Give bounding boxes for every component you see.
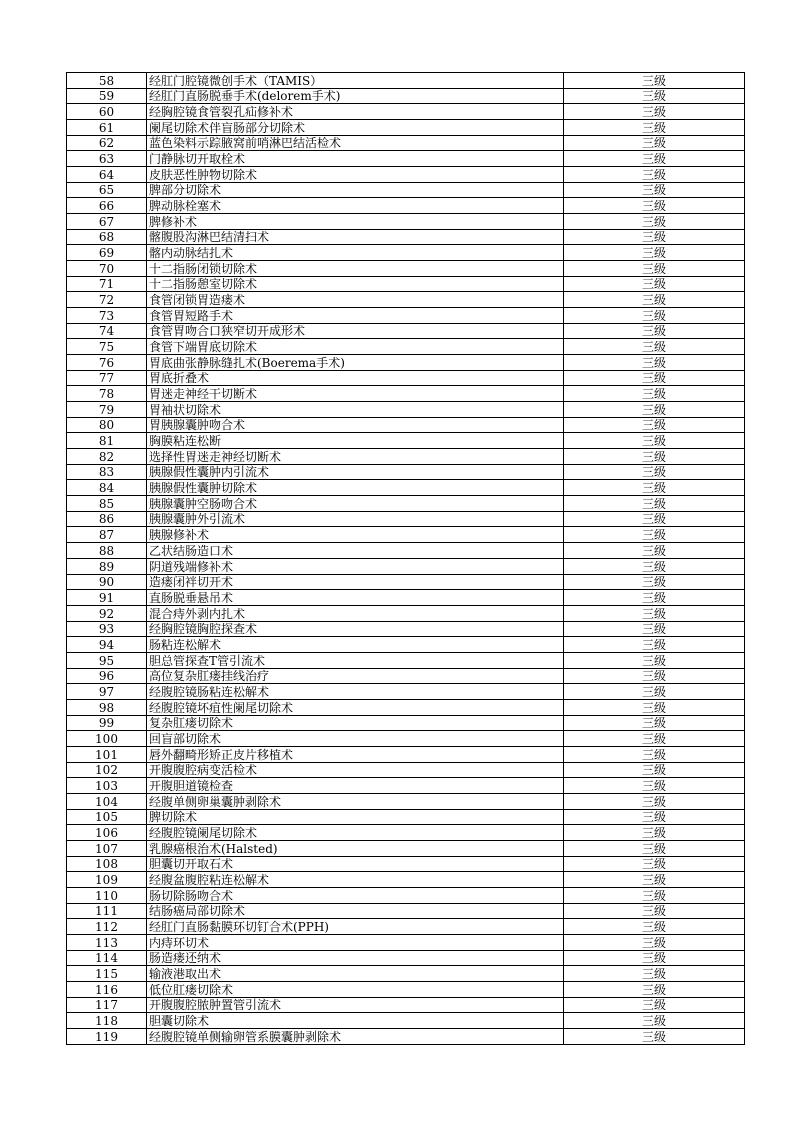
table-row	[67, 934, 745, 950]
row-number-cell: 93	[67, 621, 147, 637]
procedure-name-cell: 胰腺假性囊肿内引流术	[147, 464, 564, 480]
row-number-cell: 85	[67, 496, 147, 512]
procedure-name-cell: 结肠癌局部切除术	[147, 903, 564, 919]
table-row	[67, 167, 745, 183]
surgery-level-cell: 三级	[564, 731, 745, 747]
row-number-cell: 65	[67, 182, 147, 198]
procedure-name-cell: 脾部分切除术	[147, 182, 564, 198]
procedure-name-cell: 食管下端胃底切除术	[147, 339, 564, 355]
surgery-level-cell: 三级	[564, 840, 745, 856]
row-number-cell: 102	[67, 762, 147, 778]
procedure-name-cell: 胸膜粘连松断	[147, 433, 564, 449]
table-row	[67, 527, 745, 543]
table-row	[67, 966, 745, 982]
surgery-level-cell: 三级	[564, 355, 745, 371]
procedure-name-cell: 经胸腔镜食管裂孔疝修补术	[147, 104, 564, 120]
procedure-name-cell: 胰腺假性囊肿切除术	[147, 480, 564, 496]
procedure-name-cell: 经腹腔镜坏疽性阑尾切除术	[147, 699, 564, 715]
row-number-cell: 74	[67, 323, 147, 339]
row-number-cell: 83	[67, 464, 147, 480]
surgery-level-cell: 三级	[564, 793, 745, 809]
table-row	[67, 997, 745, 1013]
table-row	[67, 872, 745, 888]
row-number-cell: 80	[67, 417, 147, 433]
surgery-level-cell: 三级	[564, 825, 745, 841]
surgery-level-cell: 三级	[564, 590, 745, 606]
row-number-cell: 59	[67, 88, 147, 104]
table-row	[67, 402, 745, 418]
procedure-name-cell: 胰腺囊肿外引流术	[147, 511, 564, 527]
procedure-name-cell: 复杂肛瘘切除术	[147, 715, 564, 731]
procedure-name-cell: 食管闭锁胃造瘘术	[147, 292, 564, 308]
procedure-name-cell: 经腹单侧卵巢囊肿剥除术	[147, 793, 564, 809]
surgery-table-sheet	[66, 72, 677, 1045]
row-number-cell: 111	[67, 903, 147, 919]
surgery-level-cell: 三级	[564, 652, 745, 668]
surgery-level-cell: 三级	[564, 903, 745, 919]
surgery-level-cell: 三级	[564, 574, 745, 590]
procedure-name-cell: 乙状结肠造口术	[147, 543, 564, 559]
surgery-level-cell: 三级	[564, 699, 745, 715]
procedure-name-cell: 造瘘闭袢切开术	[147, 574, 564, 590]
table-row	[67, 793, 745, 809]
row-number-cell: 62	[67, 135, 147, 151]
table-row	[67, 746, 745, 762]
row-number-cell: 117	[67, 997, 147, 1013]
procedure-name-cell: 脾切除术	[147, 809, 564, 825]
surgery-level-cell: 三级	[564, 120, 745, 136]
row-number-cell: 106	[67, 825, 147, 841]
procedure-name-cell: 脾修补术	[147, 214, 564, 230]
procedure-name-cell: 经胸腔镜胸腔探查术	[147, 621, 564, 637]
surgery-level-cell: 三级	[564, 1013, 745, 1029]
procedure-name-cell: 输液港取出术	[147, 966, 564, 982]
table-row	[67, 386, 745, 402]
row-number-cell: 58	[67, 73, 147, 89]
procedure-name-cell: 肠粘连松解术	[147, 637, 564, 653]
row-number-cell: 96	[67, 668, 147, 684]
row-number-cell: 92	[67, 605, 147, 621]
row-number-cell: 79	[67, 402, 147, 418]
procedure-name-cell: 开腹腹腔脓肿置管引流术	[147, 997, 564, 1013]
row-number-cell: 99	[67, 715, 147, 731]
table-row	[67, 621, 745, 637]
surgery-level-cell: 三级	[564, 198, 745, 214]
table-row	[67, 778, 745, 794]
surgery-level-cell: 三级	[564, 292, 745, 308]
row-number-cell: 68	[67, 229, 147, 245]
row-number-cell: 87	[67, 527, 147, 543]
procedure-name-cell: 经肛门腔镜微创手术（TAMIS）	[147, 73, 564, 89]
table-row	[67, 261, 745, 277]
surgery-level-cell: 三级	[564, 370, 745, 386]
surgery-level-cell: 三级	[564, 402, 745, 418]
row-number-cell: 119	[67, 1028, 147, 1044]
row-number-cell: 90	[67, 574, 147, 590]
surgery-level-cell: 三级	[564, 339, 745, 355]
table-row	[67, 355, 745, 371]
surgery-level-cell: 三级	[564, 872, 745, 888]
surgery-level-cell: 三级	[564, 684, 745, 700]
surgery-level-cell: 三级	[564, 104, 745, 120]
surgery-level-cell: 三级	[564, 746, 745, 762]
row-number-cell: 105	[67, 809, 147, 825]
surgery-level-cell: 三级	[564, 919, 745, 935]
table-row	[67, 903, 745, 919]
table-row	[67, 214, 745, 230]
procedure-name-cell: 肠切除肠吻合术	[147, 887, 564, 903]
table-row	[67, 323, 745, 339]
procedure-name-cell: 选择性胃迷走神经切断术	[147, 449, 564, 465]
table-row	[67, 919, 745, 935]
surgery-level-cell: 三级	[564, 214, 745, 230]
procedure-name-cell: 开腹胆道镜检查	[147, 778, 564, 794]
surgery-level-cell: 三级	[564, 449, 745, 465]
procedure-name-cell: 皮肤恶性肿物切除术	[147, 167, 564, 183]
row-number-cell: 107	[67, 840, 147, 856]
table-row	[67, 135, 745, 151]
procedure-name-cell: 混合痔外剥内扎术	[147, 605, 564, 621]
table-row	[67, 731, 745, 747]
table-row	[67, 433, 745, 449]
surgery-level-cell: 三级	[564, 668, 745, 684]
row-number-cell: 112	[67, 919, 147, 935]
row-number-cell: 118	[67, 1013, 147, 1029]
table-row	[67, 104, 745, 120]
table-row	[67, 496, 745, 512]
surgery-level-cell: 三级	[564, 511, 745, 527]
row-number-cell: 66	[67, 198, 147, 214]
row-number-cell: 78	[67, 386, 147, 402]
row-number-cell: 91	[67, 590, 147, 606]
procedure-name-cell: 经肛门直肠黏膜环切钉合术(PPH)	[147, 919, 564, 935]
surgery-level-cell: 三级	[564, 229, 745, 245]
surgery-level-cell: 三级	[564, 637, 745, 653]
row-number-cell: 98	[67, 699, 147, 715]
surgery-level-cell: 三级	[564, 433, 745, 449]
surgery-level-cell: 三级	[564, 778, 745, 794]
row-number-cell: 75	[67, 339, 147, 355]
surgery-level-cell: 三级	[564, 151, 745, 167]
table-row	[67, 480, 745, 496]
procedure-name-cell: 胰腺囊肿空肠吻合术	[147, 496, 564, 512]
surgery-level-cell: 三级	[564, 997, 745, 1013]
procedure-name-cell: 内痔环切术	[147, 934, 564, 950]
row-number-cell: 77	[67, 370, 147, 386]
table-row	[67, 605, 745, 621]
row-number-cell: 113	[67, 934, 147, 950]
table-row	[67, 840, 745, 856]
procedure-name-cell: 髂腹股沟淋巴结清扫术	[147, 229, 564, 245]
table-row	[67, 511, 745, 527]
table-row	[67, 715, 745, 731]
surgery-level-cell: 三级	[564, 981, 745, 997]
table-row	[67, 73, 745, 89]
procedure-name-cell: 胃底折叠术	[147, 370, 564, 386]
row-number-cell: 60	[67, 104, 147, 120]
table-row	[67, 292, 745, 308]
row-number-cell: 72	[67, 292, 147, 308]
surgery-level-cell: 三级	[564, 887, 745, 903]
row-number-cell: 94	[67, 637, 147, 653]
procedure-name-cell: 十二指肠闭锁切除术	[147, 261, 564, 277]
surgery-level-cell: 三级	[564, 527, 745, 543]
table-row	[67, 339, 745, 355]
table-row	[67, 887, 745, 903]
table-row	[67, 856, 745, 872]
table-row	[67, 981, 745, 997]
table-row	[67, 637, 745, 653]
surgery-level-cell: 三级	[564, 762, 745, 778]
surgery-level-cell: 三级	[564, 950, 745, 966]
row-number-cell: 63	[67, 151, 147, 167]
procedure-name-cell: 唇外翻畸形矫正皮片移植术	[147, 746, 564, 762]
table-body	[67, 73, 745, 1045]
surgery-level-cell: 三级	[564, 261, 745, 277]
surgery-level-cell: 三级	[564, 386, 745, 402]
procedure-name-cell: 阑尾切除术伴盲肠部分切除术	[147, 120, 564, 136]
surgery-level-cell: 三级	[564, 558, 745, 574]
procedure-name-cell: 直肠脱垂悬吊术	[147, 590, 564, 606]
table-row	[67, 652, 745, 668]
procedure-name-cell: 胰腺修补术	[147, 527, 564, 543]
procedure-name-cell: 脾动脉栓塞术	[147, 198, 564, 214]
procedure-name-cell: 经腹腔镜阑尾切除术	[147, 825, 564, 841]
procedure-name-cell: 食管胃短路手术	[147, 308, 564, 324]
procedure-name-cell: 胃迷走神经干切断术	[147, 386, 564, 402]
table-row	[67, 1028, 745, 1044]
row-number-cell: 109	[67, 872, 147, 888]
surgery-level-cell: 三级	[564, 480, 745, 496]
row-number-cell: 100	[67, 731, 147, 747]
table-row	[67, 182, 745, 198]
row-number-cell: 89	[67, 558, 147, 574]
table-row	[67, 120, 745, 136]
surgery-level-cell: 三级	[564, 323, 745, 339]
row-number-cell: 86	[67, 511, 147, 527]
table-row	[67, 229, 745, 245]
surgery-level-cell: 三级	[564, 135, 745, 151]
procedure-name-cell: 开腹腹腔病变活检术	[147, 762, 564, 778]
procedure-name-cell: 低位肛瘘切除术	[147, 981, 564, 997]
row-number-cell: 73	[67, 308, 147, 324]
procedure-name-cell: 胆囊切除术	[147, 1013, 564, 1029]
row-number-cell: 84	[67, 480, 147, 496]
row-number-cell: 70	[67, 261, 147, 277]
table-row	[67, 449, 745, 465]
surgery-level-cell: 三级	[564, 621, 745, 637]
procedure-name-cell: 髂内动脉结扎术	[147, 245, 564, 261]
procedure-name-cell: 肠造瘘还纳术	[147, 950, 564, 966]
surgery-level-cell: 三级	[564, 543, 745, 559]
table-row	[67, 308, 745, 324]
table-row	[67, 464, 745, 480]
procedure-name-cell: 阴道残端修补术	[147, 558, 564, 574]
table-row	[67, 590, 745, 606]
procedure-name-cell: 门静脉切开取栓术	[147, 151, 564, 167]
table-row	[67, 88, 745, 104]
row-number-cell: 116	[67, 981, 147, 997]
surgery-level-cell: 三级	[564, 167, 745, 183]
row-number-cell: 64	[67, 167, 147, 183]
procedure-name-cell: 胆总管探查T管引流术	[147, 652, 564, 668]
table-row	[67, 245, 745, 261]
surgery-level-cell: 三级	[564, 934, 745, 950]
table-row	[67, 1013, 745, 1029]
procedure-name-cell: 食管胃吻合口狭窄切开成形术	[147, 323, 564, 339]
row-number-cell: 69	[67, 245, 147, 261]
surgery-level-cell: 三级	[564, 308, 745, 324]
table-row	[67, 543, 745, 559]
procedure-name-cell: 胃袖状切除术	[147, 402, 564, 418]
surgery-level-cell: 三级	[564, 856, 745, 872]
procedure-name-cell: 胃胰腺囊肿吻合术	[147, 417, 564, 433]
surgery-level-cell: 三级	[564, 464, 745, 480]
row-number-cell: 71	[67, 276, 147, 292]
surgery-level-cell: 三级	[564, 496, 745, 512]
procedure-name-cell: 胃底曲张静脉缝扎术(Boerema手术)	[147, 355, 564, 371]
table-row	[67, 668, 745, 684]
surgery-level-cell: 三级	[564, 276, 745, 292]
table-row	[67, 558, 745, 574]
surgery-level-cell: 三级	[564, 1028, 745, 1044]
table-row	[67, 276, 745, 292]
surgery-level-cell: 三级	[564, 417, 745, 433]
table-row	[67, 370, 745, 386]
table-row	[67, 825, 745, 841]
table-row	[67, 198, 745, 214]
procedure-name-cell: 经腹盆腹腔粘连松解术	[147, 872, 564, 888]
row-number-cell: 114	[67, 950, 147, 966]
surgery-level-cell: 三级	[564, 605, 745, 621]
row-number-cell: 103	[67, 778, 147, 794]
table-row	[67, 762, 745, 778]
row-number-cell: 110	[67, 887, 147, 903]
table-row	[67, 417, 745, 433]
table-row	[67, 574, 745, 590]
procedure-name-cell: 蓝色染料示踪腋窝前哨淋巴结活检术	[147, 135, 564, 151]
procedure-name-cell: 高位复杂肛瘘挂线治疗	[147, 668, 564, 684]
procedure-name-cell: 胆囊切开取石术	[147, 856, 564, 872]
surgery-level-cell: 三级	[564, 182, 745, 198]
row-number-cell: 101	[67, 746, 147, 762]
table-row	[67, 809, 745, 825]
row-number-cell: 95	[67, 652, 147, 668]
surgery-level-cell: 三级	[564, 88, 745, 104]
surgery-level-cell: 三级	[564, 245, 745, 261]
surgery-level-cell: 三级	[564, 73, 745, 89]
table-row	[67, 950, 745, 966]
row-number-cell: 88	[67, 543, 147, 559]
surgery-level-cell: 三级	[564, 966, 745, 982]
row-number-cell: 115	[67, 966, 147, 982]
row-number-cell: 97	[67, 684, 147, 700]
table-row	[67, 684, 745, 700]
row-number-cell: 81	[67, 433, 147, 449]
row-number-cell: 104	[67, 793, 147, 809]
row-number-cell: 76	[67, 355, 147, 371]
row-number-cell: 108	[67, 856, 147, 872]
procedure-name-cell: 经肛门直肠脱垂手术(delorem手术)	[147, 88, 564, 104]
surgery-level-cell: 三级	[564, 809, 745, 825]
row-number-cell: 82	[67, 449, 147, 465]
procedure-name-cell: 十二指肠憩室切除术	[147, 276, 564, 292]
surgery-level-cell: 三级	[564, 715, 745, 731]
procedure-name-cell: 经腹腔镜肠粘连松解术	[147, 684, 564, 700]
table-row	[67, 699, 745, 715]
surgery-level-table	[66, 72, 745, 1045]
table-row	[67, 151, 745, 167]
row-number-cell: 67	[67, 214, 147, 230]
row-number-cell: 61	[67, 120, 147, 136]
procedure-name-cell: 经腹腔镜单侧输卵管系膜囊肿剥除术	[147, 1028, 564, 1044]
procedure-name-cell: 回盲部切除术	[147, 731, 564, 747]
procedure-name-cell: 乳腺癌根治术(Halsted)	[147, 840, 564, 856]
